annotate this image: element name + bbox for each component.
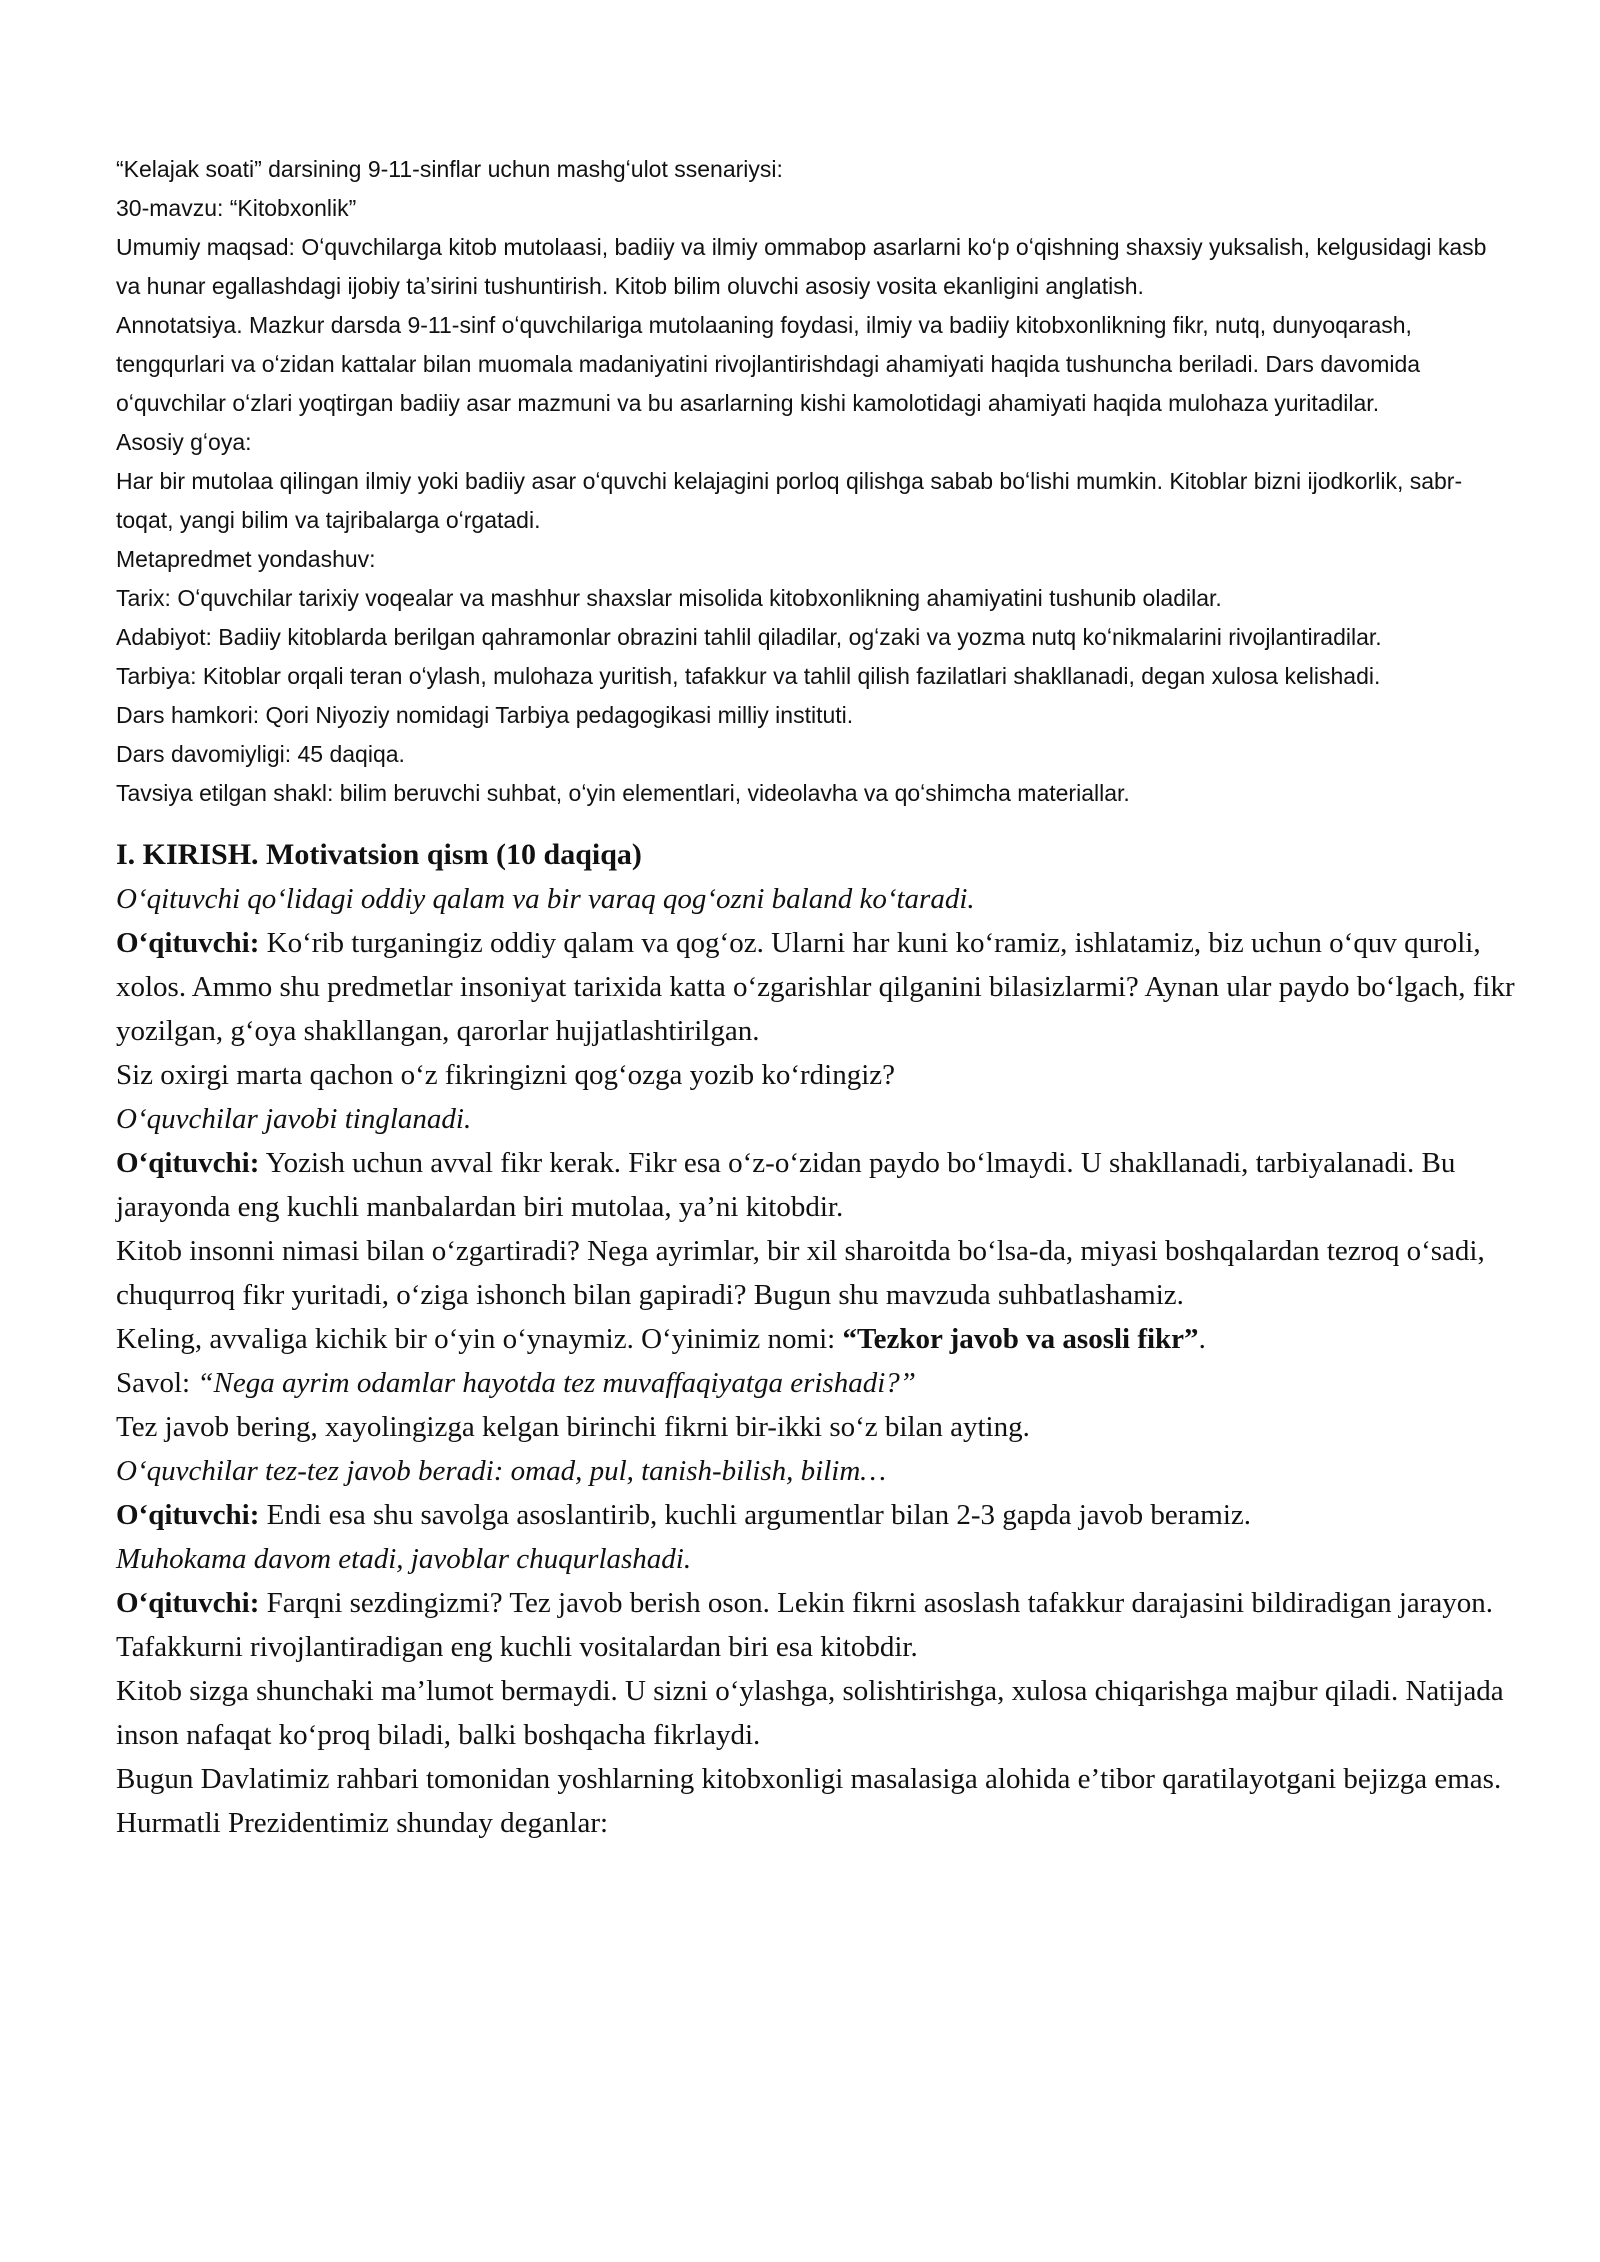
general-goal: Umumiy maqsad: Oʻquvchilarga kitob mutolaasi, badiiy va ilmiy ommabop asarlarni koʻp oʻqishning shaxsiy yuksalish, kelgusidagi kasb va hunar egallashdagi ijobiy taʼsirini tushuntirish. Kitob bilim oluvchi asosiy vosita ekanligini anglatish. — [116, 234, 1487, 299]
paragraph: Siz oxirgi marta qachon oʻz fikringizni qogʻozga yozib koʻrdingiz? — [116, 1059, 896, 1091]
teacher-text: Koʻrib turganingiz oddiy qalam va qogʻoz. Ularni har kuni koʻramiz, ishlatamiz, biz uchun oʻquv quroli, xolos. Ammo shu predmetlar insoniyat tarixida katta oʻzgarishlar qilganini bilasizlarmi? Aynan ular paydo boʻlgach, fikr yozilgan, gʻoya shakllangan, qarorlar hujjatlashtirilgan. — [116, 927, 1515, 1047]
annotation: Annotatsiya. Mazkur darsda 9-11-sinf oʻquvchilariga mutolaaning foydasi, ilmiy va badiiy kitobxonlikning fikr, nutq, dunyoqarash, tengqurlari va oʻzidan kattalar bilan muomala madaniyatini rivojlantirishdagi ahamiyati haqida tushuncha beriladi. Dars davomida oʻquvchilar oʻzlari yoqtirgan badiiy asar mazmuni va bu asarlarning kishi kamolotidagi ahamiyati haqida mulohaza yuritadilar. — [116, 312, 1421, 416]
teacher-text: Farqni sezdingizmi? Tez javob berish oson. Lekin fikrni asoslash tafakkur darajasini bildiradigan jarayon. Tafakkurni rivojlantiradigan eng kuchli vositalardan biri esa kitobdir. — [116, 1587, 1494, 1663]
stage-direction: Oʻquvchilar javobi tinglanadi. — [116, 1103, 472, 1135]
teacher-text: Yozish uchun avval fikr kerak. Fikr esa oʻz-oʻzidan paydo boʻlmaydi. U shakllanadi, tarbiyalanadi. Bu jarayonda eng kuchli manbalardan biri mutolaa, yaʼni kitobdir. — [116, 1147, 1456, 1223]
topic-line: 30-mavzu: “Kitobxonlik” — [116, 195, 357, 221]
question-label: Savol: — [116, 1367, 198, 1399]
lesson-info — [116, 150, 1516, 813]
speaker-label: Oʻqituvchi: — [116, 1147, 260, 1179]
game-intro-text: Keling, avvaliga kichik bir oʻyin oʻynaymiz. Oʻyinimiz nomi: — [116, 1323, 843, 1355]
section-heading: I. KIRISH. Motivatsion qism (10 daqiqa) — [116, 838, 642, 871]
lesson-partner: Dars hamkori: Qori Niyoziy nomidagi Tarbiya pedagogikasi milliy instituti. — [116, 702, 854, 728]
game-name: “Tezkor javob va asosli fikr” — [842, 1323, 1199, 1355]
speaker-label: Oʻqituvchi: — [116, 1499, 260, 1531]
question-line — [116, 1361, 1516, 1405]
stage-direction: Oʻqituvchi qoʻlidagi oddiy qalam va bir varaq qogʻozni baland koʻtaradi. — [116, 883, 975, 915]
game-intro-end: . — [1198, 1323, 1206, 1355]
game-intro — [116, 1317, 1516, 1361]
stage-direction: Muhokama davom etadi, javoblar chuqurlashadi. — [116, 1543, 692, 1575]
main-idea-label: Asosiy gʻoya: — [116, 429, 252, 455]
speaker-label: Oʻqituvchi: — [116, 1587, 260, 1619]
recommended-format: Tavsiya etilgan shakl: bilim beruvchi suhbat, oʻyin elementlari, videolavha va qoʻshimcha materiallar. — [116, 780, 1130, 806]
teacher-line — [116, 1493, 1516, 1537]
lesson-duration: Dars davomiyligi: 45 daqiqa. — [116, 741, 405, 767]
paragraph: Bugun Davlatimiz rahbari tomonidan yoshlarning kitobxonligi masalasiga alohida eʼtibor qaratilayotgani bejizga emas. Hurmatli Prezidentimiz shunday deganlar: — [116, 1763, 1502, 1839]
teacher-line — [116, 1141, 1516, 1229]
main-idea: Har bir mutolaa qilingan ilmiy yoki badiiy asar oʻquvchi kelajagini porloq qilishga sabab boʻlishi mumkin. Kitoblar bizni ijodkorlik, sabr-toqat, yangi bilim va tajribalarga oʻrgatadi. — [116, 468, 1463, 533]
paragraph: Kitob insonni nimasi bilan oʻzgartiradi? Nega ayrimlar, bir xil sharoitda boʻlsa-da, miyasi boshqalardan tezroq oʻsadi, chuqurroq fikr yuritadi, oʻziga ishonch bilan gapiradi? Bugun shu mavzuda suhbatlashamiz. — [116, 1235, 1485, 1311]
paragraph: Tez javob bering, xayolingizga kelgan birinchi fikrni bir-ikki soʻz bilan ayting. — [116, 1411, 1030, 1443]
history-approach: Tarix: Oʻquvchilar tarixiy voqealar va mashhur shaxslar misolida kitobxonlikning ahamiyatini tushunib oladilar. — [116, 585, 1222, 611]
upbringing-approach: Tarbiya: Kitoblar orqali teran oʻylash, mulohaza yuritish, tafakkur va tahlil qilish fazilatlari shakllanadi, degan xulosa kelishadi. — [116, 663, 1381, 689]
teacher-text: Endi esa shu savolga asoslantirib, kuchli argumentlar bilan 2-3 gapda javob beramiz. — [259, 1499, 1252, 1531]
teacher-line — [116, 921, 1516, 1053]
teacher-line — [116, 1581, 1516, 1669]
stage-direction: Oʻquvchilar tez-tez javob beradi: omad, pul, tanish-bilish, bilim… — [116, 1455, 887, 1487]
lesson-title-line: “Kelajak soati” darsining 9-11-sinflar uchun mashgʻulot ssenariysi: — [116, 156, 783, 182]
question-text: “Nega ayrim odamlar hayotda tez muvaffaqiyatga erishadi?” — [197, 1367, 916, 1399]
speaker-label: Oʻqituvchi: — [116, 927, 260, 959]
paragraph: Kitob sizga shunchaki maʼlumot bermaydi. U sizni oʻylashga, solishtirishga, xulosa chiqarishga majbur qiladi. Natijada inson nafaqat koʻproq biladi, balki boshqacha fikrlaydi. — [116, 1675, 1504, 1751]
metasubject-label: Metapredmet yondashuv: — [116, 546, 376, 572]
lesson-script — [116, 833, 1516, 1845]
literature-approach: Adabiyot: Badiiy kitoblarda berilgan qahramonlar obrazini tahlil qiladilar, ogʻzaki va yozma nutq koʻnikmalarini rivojlantiradilar. — [116, 624, 1382, 650]
document-page — [116, 150, 1516, 1845]
